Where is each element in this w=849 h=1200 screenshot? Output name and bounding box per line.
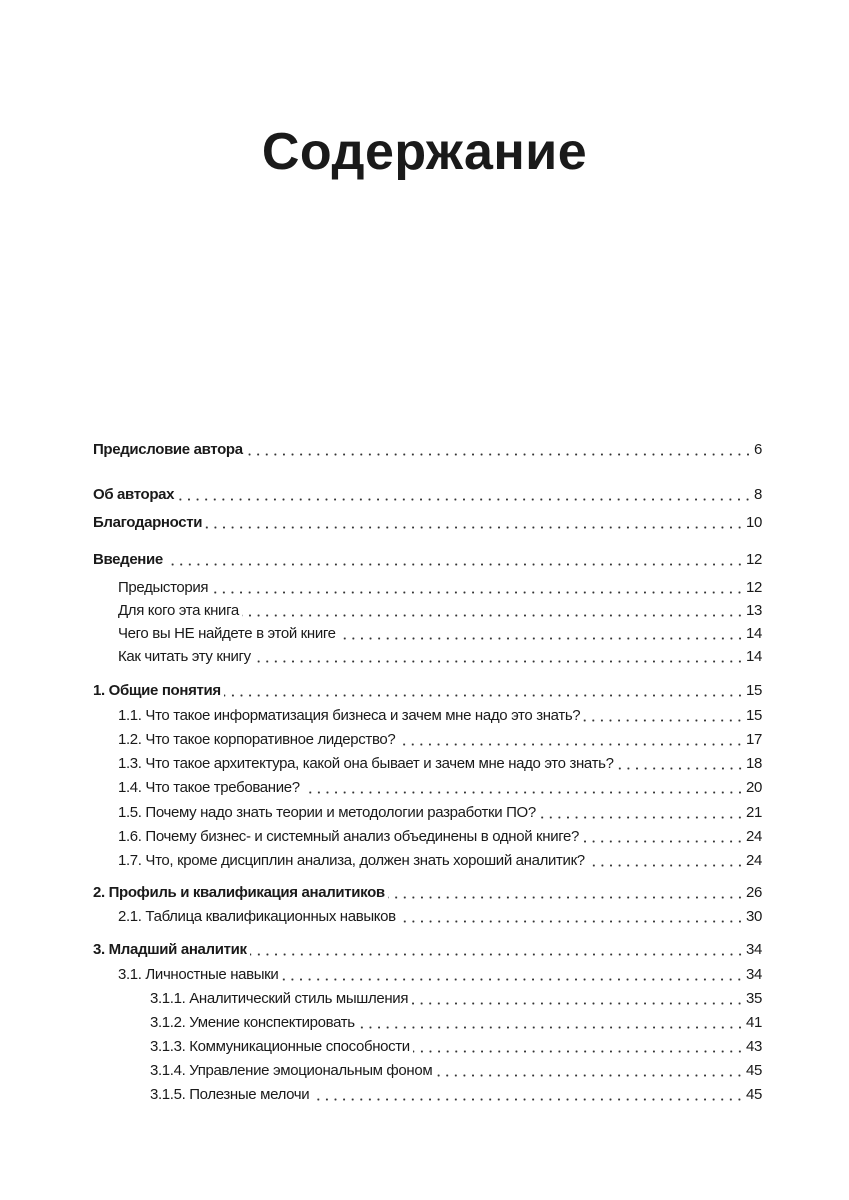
toc-entry[interactable] [118, 648, 762, 668]
toc-entry-title: Благодарности [93, 514, 203, 531]
dot-leader [583, 719, 744, 722]
toc-entry-page: 35 [746, 990, 762, 1007]
toc-entry[interactable] [150, 1062, 762, 1082]
toc-entry[interactable] [93, 551, 762, 571]
dot-leader [224, 694, 744, 697]
toc-entry[interactable] [93, 941, 762, 961]
toc-entry-title: 3.1.5. Полезные мелочи [150, 1086, 310, 1103]
toc-entry-page: 45 [746, 1086, 762, 1103]
toc-entry-page: 45 [746, 1062, 762, 1079]
toc-entry[interactable] [118, 908, 762, 928]
dot-leader [281, 978, 744, 981]
toc-entry-page: 34 [746, 966, 762, 983]
toc-entry[interactable] [93, 884, 762, 904]
toc-entry-page: 30 [746, 908, 762, 925]
toc-entry-page: 34 [746, 941, 762, 958]
toc-entry-title: Предисловие автора [93, 441, 243, 458]
dot-leader [339, 637, 744, 640]
toc-entry-page: 14 [746, 625, 762, 642]
toc-entry-title: Введение [93, 551, 163, 568]
toc-entry-page: 12 [746, 579, 762, 596]
dot-leader [254, 660, 744, 663]
page-title: Содержание [261, 123, 588, 181]
toc-entry-page: 24 [746, 852, 762, 869]
dot-leader [588, 864, 744, 867]
toc-entry[interactable] [118, 966, 762, 986]
dot-leader [242, 614, 744, 617]
toc-entry-title: 1. Общие понятия [93, 682, 221, 699]
toc-entry[interactable] [118, 579, 762, 599]
toc-entry-title: 3.1.1. Аналитический стиль мышления [150, 990, 409, 1007]
dot-leader [582, 840, 744, 843]
toc-entry[interactable] [118, 828, 762, 848]
dot-leader [250, 953, 744, 956]
toc-entry-page: 6 [754, 441, 762, 458]
toc-entry-page: 18 [746, 755, 762, 772]
dot-leader [211, 591, 744, 594]
toc-entry[interactable] [118, 625, 762, 645]
toc-entry-title: 3. Младший аналитик [93, 941, 247, 958]
toc-entry[interactable] [93, 486, 762, 506]
dot-leader [617, 767, 744, 770]
toc-entry[interactable] [118, 779, 762, 799]
dot-leader [312, 1098, 744, 1101]
toc-entry[interactable] [118, 852, 762, 872]
toc-entry-page: 41 [746, 1014, 762, 1031]
dot-leader [358, 1026, 744, 1029]
toc-entry[interactable] [118, 731, 762, 751]
toc-entry-page: 20 [746, 779, 762, 796]
toc-entry-title: 3.1.4. Управление эмоциональным фоном [150, 1062, 433, 1079]
toc-entry[interactable] [118, 755, 762, 775]
dot-leader [398, 743, 744, 746]
toc-entry[interactable] [118, 707, 762, 727]
toc-entry-title: Чего вы НЕ найдете в этой книге [118, 625, 336, 642]
toc-entry-title: 2.1. Таблица квалификационных навыков [118, 908, 396, 925]
dot-leader [166, 563, 744, 566]
toc-entry-title: 2. Профиль и квалификация аналитиков [93, 884, 385, 901]
dot-leader [413, 1050, 744, 1053]
dot-leader [411, 1002, 744, 1005]
toc-entry-title: 1.1. Что такое информатизация бизнеса и зачем мне надо это знать? [118, 707, 581, 724]
dot-leader [205, 526, 744, 529]
toc-entry-page: 12 [746, 551, 762, 568]
toc-entry-page: 14 [746, 648, 762, 665]
toc-entry-page: 17 [746, 731, 762, 748]
toc-entry-title: Как читать эту книгу [118, 648, 251, 665]
dot-leader [539, 816, 744, 819]
dot-leader [177, 498, 752, 501]
dot-leader [399, 920, 744, 923]
toc-entry[interactable] [150, 1086, 762, 1106]
toc-entry-page: 13 [746, 602, 762, 619]
toc-entry-page: 8 [754, 486, 762, 503]
toc-entry-page: 10 [746, 514, 762, 531]
toc-entry[interactable] [150, 1014, 762, 1034]
toc-entry[interactable] [93, 514, 762, 534]
toc-entry-title: 3.1. Личностные навыки [118, 966, 279, 983]
toc-entry[interactable] [93, 441, 762, 461]
toc-entry-title: 1.4. Что такое требование? [118, 779, 300, 796]
toc-entry-page: 21 [746, 804, 762, 821]
toc-entry-page: 15 [746, 707, 762, 724]
toc-entry-page: 26 [746, 884, 762, 901]
toc-entry[interactable] [118, 602, 762, 622]
toc-entry-title: Предыстория [118, 579, 209, 596]
toc-entry[interactable] [118, 804, 762, 824]
toc-entry-page: 24 [746, 828, 762, 845]
toc-entry-title: 1.5. Почему надо знать теории и методологии разработки ПО? [118, 804, 536, 821]
toc-entry-title: 1.2. Что такое корпоративное лидерство? [118, 731, 396, 748]
toc-entry-title: 1.7. Что, кроме дисциплин анализа, должен знать хороший аналитик? [118, 852, 585, 869]
dot-leader [388, 896, 744, 899]
toc-entry-title: 3.1.2. Умение конспектировать [150, 1014, 355, 1031]
toc-entry-title: 3.1.3. Коммуникационные способности [150, 1038, 410, 1055]
toc-entry-title: Для кого эта книга [118, 602, 239, 619]
toc-entry[interactable] [150, 1038, 762, 1058]
dot-leader [435, 1074, 744, 1077]
dot-leader [246, 453, 752, 456]
toc-entry-page: 43 [746, 1038, 762, 1055]
toc-entry-title: 1.3. Что такое архитектура, какой она бывает и зачем мне надо это знать? [118, 755, 614, 772]
toc-entry-title: Об авторах [93, 486, 175, 503]
toc-entry[interactable] [150, 990, 762, 1010]
toc-entry-page: 15 [746, 682, 762, 699]
dot-leader [303, 791, 744, 794]
toc-entry-title: 1.6. Почему бизнес- и системный анализ объединены в одной книге? [118, 828, 579, 845]
toc-entry[interactable] [93, 682, 762, 702]
